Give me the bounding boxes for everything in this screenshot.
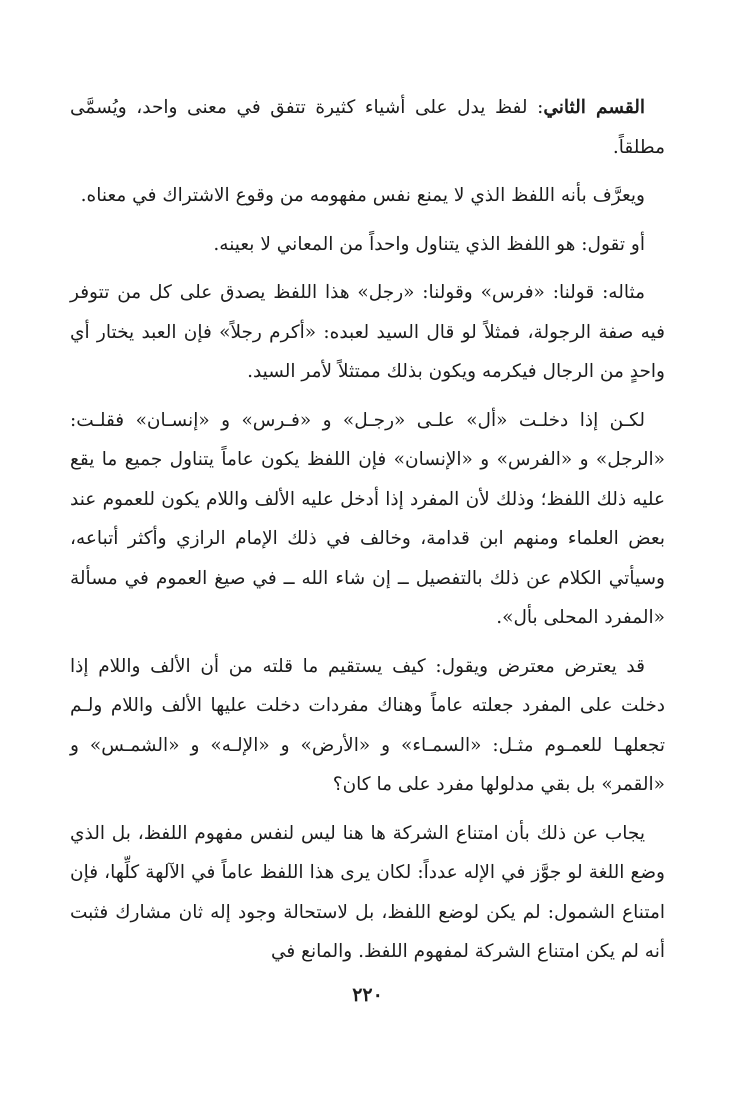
paragraph-definition: ويعرَّف بأنه اللفظ الذي لا يمنع نفس مفهومه من وقوع الاشتراك في معناه. bbox=[80, 185, 645, 206]
paragraph-definite-article: لكـن إذا دخلـت «أل» علـى «رجـل» و «فـرس» و «إنسـان» فقلـت: «الرجل» و «الفرس» و «الإنسان» فإن اللفظ يكون عاماً يتناول جميع ما يقع عليه ذلك اللفظ؛ وذلك لأن المفرد إذا أدخل عليه الألف واللام يكون للعموم عند بعض العلماء ومنهم ابن قدامة، وخالف في ذلك الإمام الرازي وأكثر أتباعه، وسيأتي الكلام عن ذلك بالتفصيل ــ إن شاء الله ــ في صيغ العموم في مسألة «المفرد المحلى بأل». bbox=[70, 409, 665, 628]
section-heading: القسم الثاني bbox=[543, 97, 645, 118]
paragraph-example: مثاله: قولنا: «فرس» وقولنا: «رجل» هذا اللفظ يصدق على كل من تتوفر فيه صفة الرجولة، فمثلاً لو قال السيد لعبده: «أكرم رجلاً» فإن العبد يختار أي واحدٍ من الرجال فيكرمه ويكون بذلك ممتثلاً لأمر السيد. bbox=[70, 282, 665, 382]
paragraph-text: : لفظ يدل على أشياء كثيرة تتفق في معنى واحد، ويُسمَّى مطلقاً. bbox=[70, 97, 665, 158]
paragraph-alternative-definition: أو تقول: هو اللفظ الذي يتناول واحداً من المعاني لا بعينه. bbox=[213, 233, 645, 255]
paragraph-section-two bbox=[70, 88, 665, 167]
paragraph-answer: يجاب عن ذلك بأن امتناع الشركة ها هنا ليس لنفس مفهوم اللفظ، بل الذي وضع اللغة لو جوَّز في الإله عدداً: لكان يرى هذا اللفظ عاماً في الآلهة كلِّها، فإن امتناع الشمول: لم يكن لوضع اللفظ، بل لاستحالة وجود إله ثان مشارك فثبت أنه لم يكن امتناع الشركة لمفهوم اللفظ. والمانع في bbox=[70, 822, 665, 962]
page-number: ٢٢٠ bbox=[352, 984, 383, 1006]
paragraph-objection: قد يعترض معترض ويقول: كيف يستقيم ما قلته من أن الألف واللام إذا دخلت على المفرد جعلته عاماً وهناك مفردات دخلت عليها الألف واللام ولـم تجعلهـا للعمـوم مثـل: «السمـاء» و «الأرض» و «الإلـه» و «الشمـس» و «القمر» بل بقي مدلولها مفرد على ما كان؟ bbox=[70, 655, 665, 795]
body-text bbox=[70, 88, 665, 981]
